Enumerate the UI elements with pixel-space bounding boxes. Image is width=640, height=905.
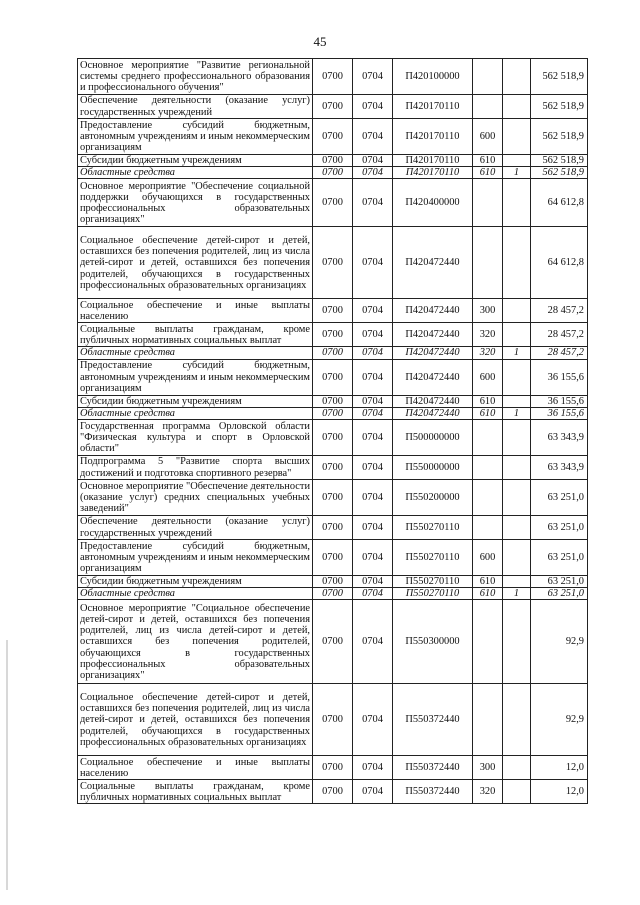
row-name: Областные средства (78, 588, 313, 600)
row-source (503, 420, 531, 456)
row-section-code: 0700 (313, 95, 353, 119)
table-row (78, 359, 588, 395)
row-expense-type: 600 (473, 119, 503, 155)
row-target-article: П420170110 (393, 155, 473, 167)
row-subsection-code: 0704 (353, 576, 393, 588)
row-amount: 63 251,0 (531, 576, 588, 588)
row-target-article: П420472440 (393, 299, 473, 323)
row-section-code: 0700 (313, 167, 353, 179)
row-subsection-code: 0704 (353, 227, 393, 299)
row-section-code: 0700 (313, 323, 353, 347)
table-row (78, 299, 588, 323)
row-section-code: 0700 (313, 516, 353, 540)
table-row (78, 756, 588, 780)
row-name: Областные средства (78, 407, 313, 419)
table-row (78, 347, 588, 359)
row-target-article: П420100000 (393, 59, 473, 95)
row-amount: 92,9 (531, 684, 588, 756)
row-name: Государственная программа Орловской области "Физическая культура и спорт в Орловской области" (78, 420, 313, 456)
row-name: Социальное обеспечение и иные выплаты населению (78, 756, 313, 780)
row-expense-type (473, 227, 503, 299)
row-section-code: 0700 (313, 480, 353, 516)
table-row (78, 407, 588, 419)
row-target-article: П550200000 (393, 480, 473, 516)
row-expense-type: 610 (473, 167, 503, 179)
row-expense-type: 610 (473, 407, 503, 419)
row-amount: 63 251,0 (531, 588, 588, 600)
row-source (503, 780, 531, 804)
table-row (78, 456, 588, 480)
row-subsection-code: 0704 (353, 456, 393, 480)
row-name: Предоставление субсидий бюджетным, автономным учреждениям и иным некоммерческим организациям (78, 119, 313, 155)
row-amount: 28 457,2 (531, 299, 588, 323)
row-name: Социальное обеспечение детей-сирот и детей, оставшихся без попечения родителей, лиц из числа детей-сирот и детей, оставшихся без попечения родителей, обучающихся в государственных профессиональных образовательных организациях (78, 227, 313, 299)
row-name: Предоставление субсидий бюджетным, автономным учреждениям и иным некоммерческим организациям (78, 540, 313, 576)
table-row (78, 780, 588, 804)
budget-table-body (78, 59, 588, 804)
table-row (78, 59, 588, 95)
row-target-article: П420472440 (393, 359, 473, 395)
row-target-article: П420170110 (393, 167, 473, 179)
row-expense-type: 600 (473, 540, 503, 576)
row-subsection-code: 0704 (353, 155, 393, 167)
row-expense-type: 300 (473, 299, 503, 323)
row-amount: 562 518,9 (531, 59, 588, 95)
table-row (78, 540, 588, 576)
row-name: Субсидии бюджетным учреждениям (78, 395, 313, 407)
row-expense-type: 320 (473, 780, 503, 804)
row-name: Областные средства (78, 347, 313, 359)
row-target-article: П550372440 (393, 780, 473, 804)
row-source: 1 (503, 347, 531, 359)
row-section-code: 0700 (313, 59, 353, 95)
row-target-article: П550000000 (393, 456, 473, 480)
row-source (503, 756, 531, 780)
row-expense-type: 320 (473, 323, 503, 347)
row-expense-type (473, 179, 503, 227)
row-section-code: 0700 (313, 780, 353, 804)
row-source (503, 119, 531, 155)
row-section-code: 0700 (313, 299, 353, 323)
row-section-code: 0700 (313, 588, 353, 600)
row-subsection-code: 0704 (353, 323, 393, 347)
row-source (503, 59, 531, 95)
row-amount: 28 457,2 (531, 323, 588, 347)
table-row (78, 480, 588, 516)
row-name: Основное мероприятие "Социальное обеспечение детей-сирот и детей, оставшихся без попечения родителей, лиц из числа детей-сирот и детей, оставшихся без попечения родителей, обучающихся в государственных профессиональных образовательных организациях" (78, 600, 313, 684)
row-name: Субсидии бюджетным учреждениям (78, 155, 313, 167)
row-source (503, 576, 531, 588)
row-section-code: 0700 (313, 395, 353, 407)
row-name: Основное мероприятие "Обеспечение социальной поддержки обучающихся в государственных профессиональных образовательных организациях" (78, 179, 313, 227)
row-amount: 12,0 (531, 756, 588, 780)
row-target-article: П420400000 (393, 179, 473, 227)
row-amount: 562 518,9 (531, 119, 588, 155)
row-amount: 12,0 (531, 780, 588, 804)
row-subsection-code: 0704 (353, 780, 393, 804)
row-source (503, 600, 531, 684)
row-source (503, 227, 531, 299)
row-expense-type (473, 600, 503, 684)
row-amount: 64 612,8 (531, 227, 588, 299)
row-expense-type (473, 95, 503, 119)
row-subsection-code: 0704 (353, 684, 393, 756)
row-source (503, 684, 531, 756)
row-source (503, 456, 531, 480)
row-source (503, 155, 531, 167)
table-row (78, 323, 588, 347)
row-subsection-code: 0704 (353, 516, 393, 540)
row-name: Социальное обеспечение и иные выплаты населению (78, 299, 313, 323)
row-amount: 63 343,9 (531, 456, 588, 480)
row-target-article: П420170110 (393, 119, 473, 155)
table-row (78, 119, 588, 155)
table-row (78, 155, 588, 167)
row-source (503, 480, 531, 516)
table-row (78, 167, 588, 179)
table-row (78, 395, 588, 407)
row-target-article: П420472440 (393, 323, 473, 347)
row-target-article: П550300000 (393, 600, 473, 684)
row-section-code: 0700 (313, 684, 353, 756)
table-row (78, 576, 588, 588)
row-amount: 562 518,9 (531, 167, 588, 179)
row-section-code: 0700 (313, 576, 353, 588)
row-subsection-code: 0704 (353, 756, 393, 780)
row-target-article: П420472440 (393, 347, 473, 359)
row-expense-type (473, 456, 503, 480)
row-amount: 562 518,9 (531, 95, 588, 119)
row-source (503, 540, 531, 576)
row-subsection-code: 0704 (353, 59, 393, 95)
row-expense-type (473, 420, 503, 456)
row-target-article: П550270110 (393, 540, 473, 576)
row-subsection-code: 0704 (353, 420, 393, 456)
row-section-code: 0700 (313, 155, 353, 167)
row-section-code: 0700 (313, 227, 353, 299)
row-amount: 36 155,6 (531, 359, 588, 395)
row-section-code: 0700 (313, 347, 353, 359)
row-section-code: 0700 (313, 407, 353, 419)
row-subsection-code: 0704 (353, 588, 393, 600)
row-target-article: П550372440 (393, 756, 473, 780)
row-source (503, 95, 531, 119)
row-target-article: П550270110 (393, 516, 473, 540)
row-section-code: 0700 (313, 420, 353, 456)
table-row (78, 516, 588, 540)
row-target-article: П420472440 (393, 395, 473, 407)
row-subsection-code: 0704 (353, 179, 393, 227)
row-name: Субсидии бюджетным учреждениям (78, 576, 313, 588)
row-amount: 63 343,9 (531, 420, 588, 456)
budget-table-wrapper (77, 58, 587, 804)
row-source: 1 (503, 167, 531, 179)
row-expense-type (473, 684, 503, 756)
row-name: Социальное обеспечение детей-сирот и детей, оставшихся без попечения родителей, лиц из числа детей-сирот и детей, оставшихся без попечения родителей, обучающихся в государственных профессиональных образовательных организациях (78, 684, 313, 756)
row-target-article: П420170110 (393, 95, 473, 119)
row-expense-type: 610 (473, 395, 503, 407)
row-name: Областные средства (78, 167, 313, 179)
row-expense-type: 300 (473, 756, 503, 780)
scan-margin-mark (6, 640, 8, 890)
budget-table (77, 58, 588, 804)
row-section-code: 0700 (313, 456, 353, 480)
table-row (78, 588, 588, 600)
row-subsection-code: 0704 (353, 480, 393, 516)
row-expense-type (473, 516, 503, 540)
row-amount: 36 155,6 (531, 407, 588, 419)
row-source (503, 516, 531, 540)
row-source (503, 179, 531, 227)
row-section-code: 0700 (313, 600, 353, 684)
row-subsection-code: 0704 (353, 407, 393, 419)
row-section-code: 0700 (313, 540, 353, 576)
row-target-article: П550270110 (393, 588, 473, 600)
row-section-code: 0700 (313, 756, 353, 780)
row-amount: 36 155,6 (531, 395, 588, 407)
row-subsection-code: 0704 (353, 299, 393, 323)
page-number: 45 (313, 34, 327, 49)
row-section-code: 0700 (313, 359, 353, 395)
row-subsection-code: 0704 (353, 540, 393, 576)
row-source (503, 299, 531, 323)
row-source (503, 395, 531, 407)
row-amount: 64 612,8 (531, 179, 588, 227)
row-expense-type (473, 59, 503, 95)
row-section-code: 0700 (313, 179, 353, 227)
table-row (78, 420, 588, 456)
row-target-article: П420472440 (393, 227, 473, 299)
row-expense-type: 320 (473, 347, 503, 359)
row-target-article: П550372440 (393, 684, 473, 756)
row-name: Основное мероприятие "Развитие региональной системы среднего профессионального образования и профессионального обучения" (78, 59, 313, 95)
row-subsection-code: 0704 (353, 395, 393, 407)
row-source (503, 323, 531, 347)
row-expense-type: 610 (473, 588, 503, 600)
row-source: 1 (503, 588, 531, 600)
row-amount: 63 251,0 (531, 480, 588, 516)
row-expense-type: 610 (473, 576, 503, 588)
row-subsection-code: 0704 (353, 359, 393, 395)
row-subsection-code: 0704 (353, 95, 393, 119)
row-subsection-code: 0704 (353, 167, 393, 179)
row-name: Подпрограмма 5 "Развитие спорта высших достижений и подготовка спортивного резерва" (78, 456, 313, 480)
row-amount: 63 251,0 (531, 540, 588, 576)
table-row (78, 227, 588, 299)
row-expense-type (473, 480, 503, 516)
row-source: 1 (503, 407, 531, 419)
row-target-article: П420472440 (393, 407, 473, 419)
row-name: Обеспечение деятельности (оказание услуг) государственных учреждений (78, 516, 313, 540)
row-subsection-code: 0704 (353, 347, 393, 359)
row-name: Обеспечение деятельности (оказание услуг) государственных учреждений (78, 95, 313, 119)
row-expense-type: 600 (473, 359, 503, 395)
table-row (78, 179, 588, 227)
row-amount: 28 457,2 (531, 347, 588, 359)
row-target-article: П500000000 (393, 420, 473, 456)
row-amount: 63 251,0 (531, 516, 588, 540)
table-row (78, 684, 588, 756)
row-expense-type: 610 (473, 155, 503, 167)
table-row (78, 600, 588, 684)
row-target-article: П550270110 (393, 576, 473, 588)
row-section-code: 0700 (313, 119, 353, 155)
row-amount: 562 518,9 (531, 155, 588, 167)
row-amount: 92,9 (531, 600, 588, 684)
row-name: Основное мероприятие "Обеспечение деятельности (оказание услуг) средних специальных учебных заведений" (78, 480, 313, 516)
row-subsection-code: 0704 (353, 119, 393, 155)
row-name: Социальные выплаты гражданам, кроме публичных нормативных социальных выплат (78, 780, 313, 804)
row-name: Социальные выплаты гражданам, кроме публичных нормативных социальных выплат (78, 323, 313, 347)
row-name: Предоставление субсидий бюджетным, автономным учреждениям и иным некоммерческим организациям (78, 359, 313, 395)
row-source (503, 359, 531, 395)
row-subsection-code: 0704 (353, 600, 393, 684)
table-row (78, 95, 588, 119)
